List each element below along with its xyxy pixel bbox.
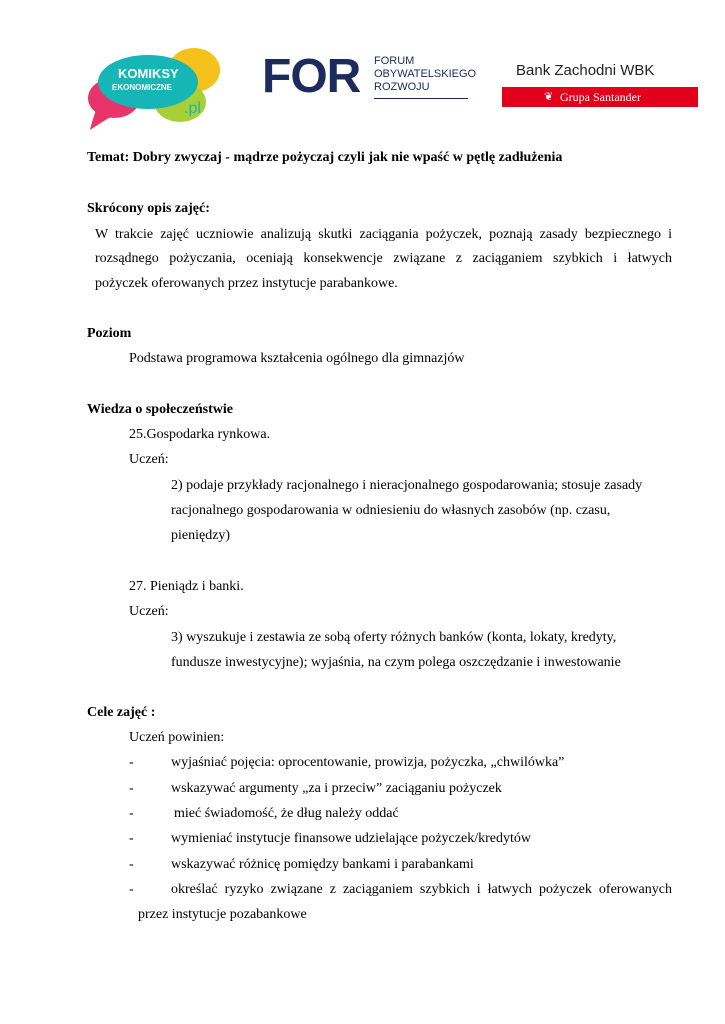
komiksy-logo <box>84 40 224 132</box>
for-line3: ROZWOJU <box>374 81 430 93</box>
for-line1: FORUM <box>374 55 415 67</box>
bank-logo <box>502 57 698 107</box>
goals-heading: Cele zajęć : <box>87 705 156 720</box>
level-heading: Poziom <box>87 326 132 341</box>
for-line2: OBYWATELSKIEGO <box>374 68 477 80</box>
bullet-dash: - <box>129 857 134 872</box>
level-text: Podstawa programowa kształcenia ogólnego dla gimnazjów <box>129 351 465 366</box>
requirement-line: fundusze inwestycyjne); wyjaśnia, na czym polega oszczędzanie i inwestowanie <box>171 655 621 670</box>
goal-item: wyjaśniać pojęcia: oprocentowanie, prowizja, pożyczka, „chwilówka” <box>171 755 565 770</box>
summary-line-2: rozsądnego pożyczania, oceniają konsekwencje związane z zaciąganiem szybkich i łatwych <box>95 251 672 266</box>
student-label: Uczeń: <box>129 604 169 619</box>
goal-item: wskazywać argumenty „za i przeciw” zaciąganiu pożyczek <box>171 781 502 796</box>
goal-item: mieć świadomość, że dług należy oddać <box>174 806 399 821</box>
requirement-line: 2) podaje przykłady racjonalnego i nieracjonalnego gospodarowania; stosuje zasady <box>171 478 643 493</box>
bullet-dash: - <box>129 806 134 821</box>
knowledge-heading: Wiedza o społeczeństwie <box>87 402 233 417</box>
topic-title: Temat: Dobry zwyczaj - mądrze pożyczaj czyli jak nie wpaść w pętlę zadłużenia <box>87 150 563 165</box>
bank-name: Bank Zachodni WBK <box>516 62 655 79</box>
student-label: Uczeń: <box>129 452 169 467</box>
flame-icon: ❦ <box>544 91 554 103</box>
for-underline <box>374 98 468 99</box>
section-title: 25.Gospodarka rynkowa. <box>129 427 271 442</box>
goal-item-continuation: przez instytucje pozabankowe <box>138 907 307 922</box>
summary-heading: Skrócony opis zajęć: <box>87 201 210 216</box>
bullet-dash: - <box>129 831 134 846</box>
for-logo <box>262 50 477 104</box>
komiksy-line1: KOMIKSY <box>118 66 179 81</box>
goal-item: wymieniać instytucje finansowe udzielające pożyczek/kredytów <box>171 831 531 846</box>
bullet-dash: - <box>129 781 134 796</box>
summary-line-1: W trakcie zajęć uczniowie analizują skutki zaciągania pożyczek, poznają zasady bezpiecznego i <box>95 227 672 242</box>
bullet-dash: - <box>129 755 134 770</box>
goal-item: wskazywać różnicę pomiędzy bankami i parabankami <box>171 857 474 872</box>
requirement-line: 3) wyszukuje i zestawia ze sobą oferty różnych banków (konta, lokaty, kredyty, <box>171 630 617 645</box>
requirement-line: pieniędzy) <box>171 528 231 543</box>
for-mark: FOR <box>262 50 361 103</box>
requirement-line: racjonalnego gospodarowania w odniesieniu do własnych zasobów (np. czasu, <box>171 503 611 518</box>
bullet-dash: - <box>129 882 134 897</box>
komiksy-line2: EKONOMICZNE <box>112 83 172 92</box>
summary-line-3: pożyczek oferowanych przez instytucje parabankowe. <box>95 276 398 291</box>
section-title: 27. Pieniądz i banki. <box>129 579 244 594</box>
komiksy-domain: .pl <box>184 100 201 117</box>
bank-group: Grupa Santander <box>560 90 641 104</box>
goal-item: określać ryzyko związane z zaciąganiem szybkich i łatwych pożyczek oferowanych <box>171 882 672 897</box>
goals-intro: Uczeń powinien: <box>129 730 225 745</box>
